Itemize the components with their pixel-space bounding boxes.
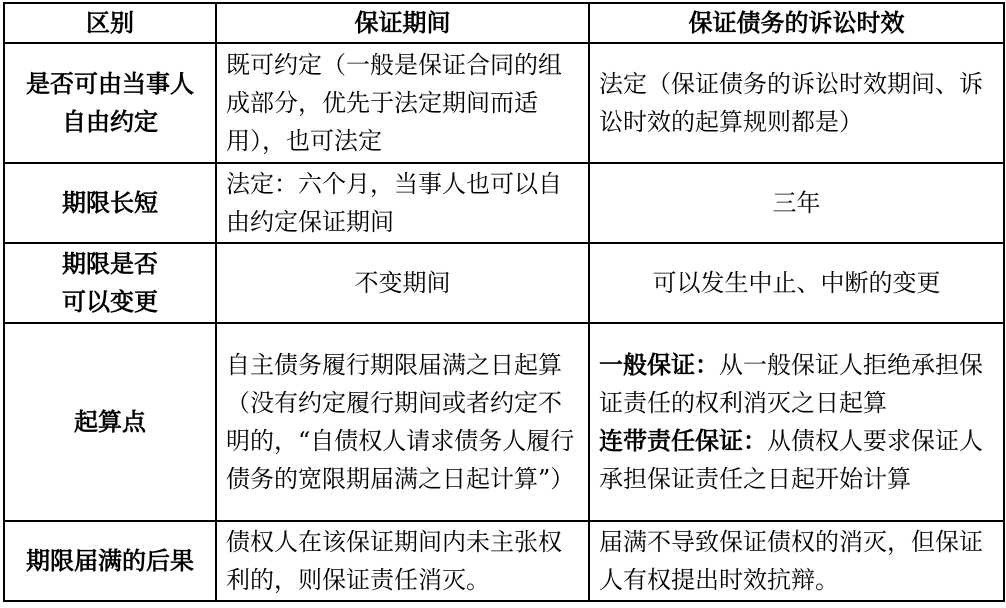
limitation-cell [589, 323, 1004, 521]
header-difference: 区别 [4, 3, 216, 43]
table-row [4, 521, 1004, 601]
limitation-cell: 可以发生中止、中断的变更 [589, 243, 1004, 323]
joint-guarantee-text: 从债权人要求保证人承担保证责任之日起开始计算 [599, 427, 983, 493]
comparison-table [3, 2, 1005, 602]
joint-guarantee-label: 连带责任保证： [599, 426, 767, 455]
table-row [4, 43, 1004, 163]
general-guarantee-text: 从一般保证人拒绝承担保证责任的权利消灭之日起算 [599, 351, 983, 417]
joint-guarantee-note [599, 422, 994, 498]
row-label: 期限是否可以变更 [4, 243, 216, 323]
row-label: 期限届满的后果 [4, 521, 216, 601]
guarantee-period-cell: 不变期间 [216, 243, 589, 323]
table-row [4, 163, 1004, 243]
guarantee-period-cell: 债权人在该保证期间内未主张权利的，则保证责任消灭。 [216, 521, 589, 601]
limitation-cell: 三年 [589, 163, 1004, 243]
table-row [4, 323, 1004, 521]
row-label: 期限长短 [4, 163, 216, 243]
table-header-row [4, 3, 1004, 43]
row-label: 是否可由当事人自由约定 [4, 43, 216, 163]
general-guarantee-note [599, 346, 994, 422]
limitation-cell: 届满不导致保证债权的消灭，但保证人有权提出时效抗辩。 [589, 521, 1004, 601]
general-guarantee-label: 一般保证： [599, 350, 719, 379]
header-limitation-period: 保证债务的诉讼时效 [589, 3, 1004, 43]
guarantee-period-cell: 既可约定（一般是保证合同的组成部分，优先于法定期间而适用），也可法定 [216, 43, 589, 163]
guarantee-period-cell: 自主债务履行期限届满之日起算（没有约定履行期间或者约定不明的，“自债权人请求债务人履行债务的宽限期届满之日起计算”） [216, 323, 589, 521]
row-label: 起算点 [4, 323, 216, 521]
guarantee-period-cell: 法定：六个月，当事人也可以自由约定保证期间 [216, 163, 589, 243]
limitation-cell: 法定（保证债务的诉讼时效期间、诉讼时效的起算规则都是） [589, 43, 1004, 163]
header-guarantee-period: 保证期间 [216, 3, 589, 43]
table-row [4, 243, 1004, 323]
